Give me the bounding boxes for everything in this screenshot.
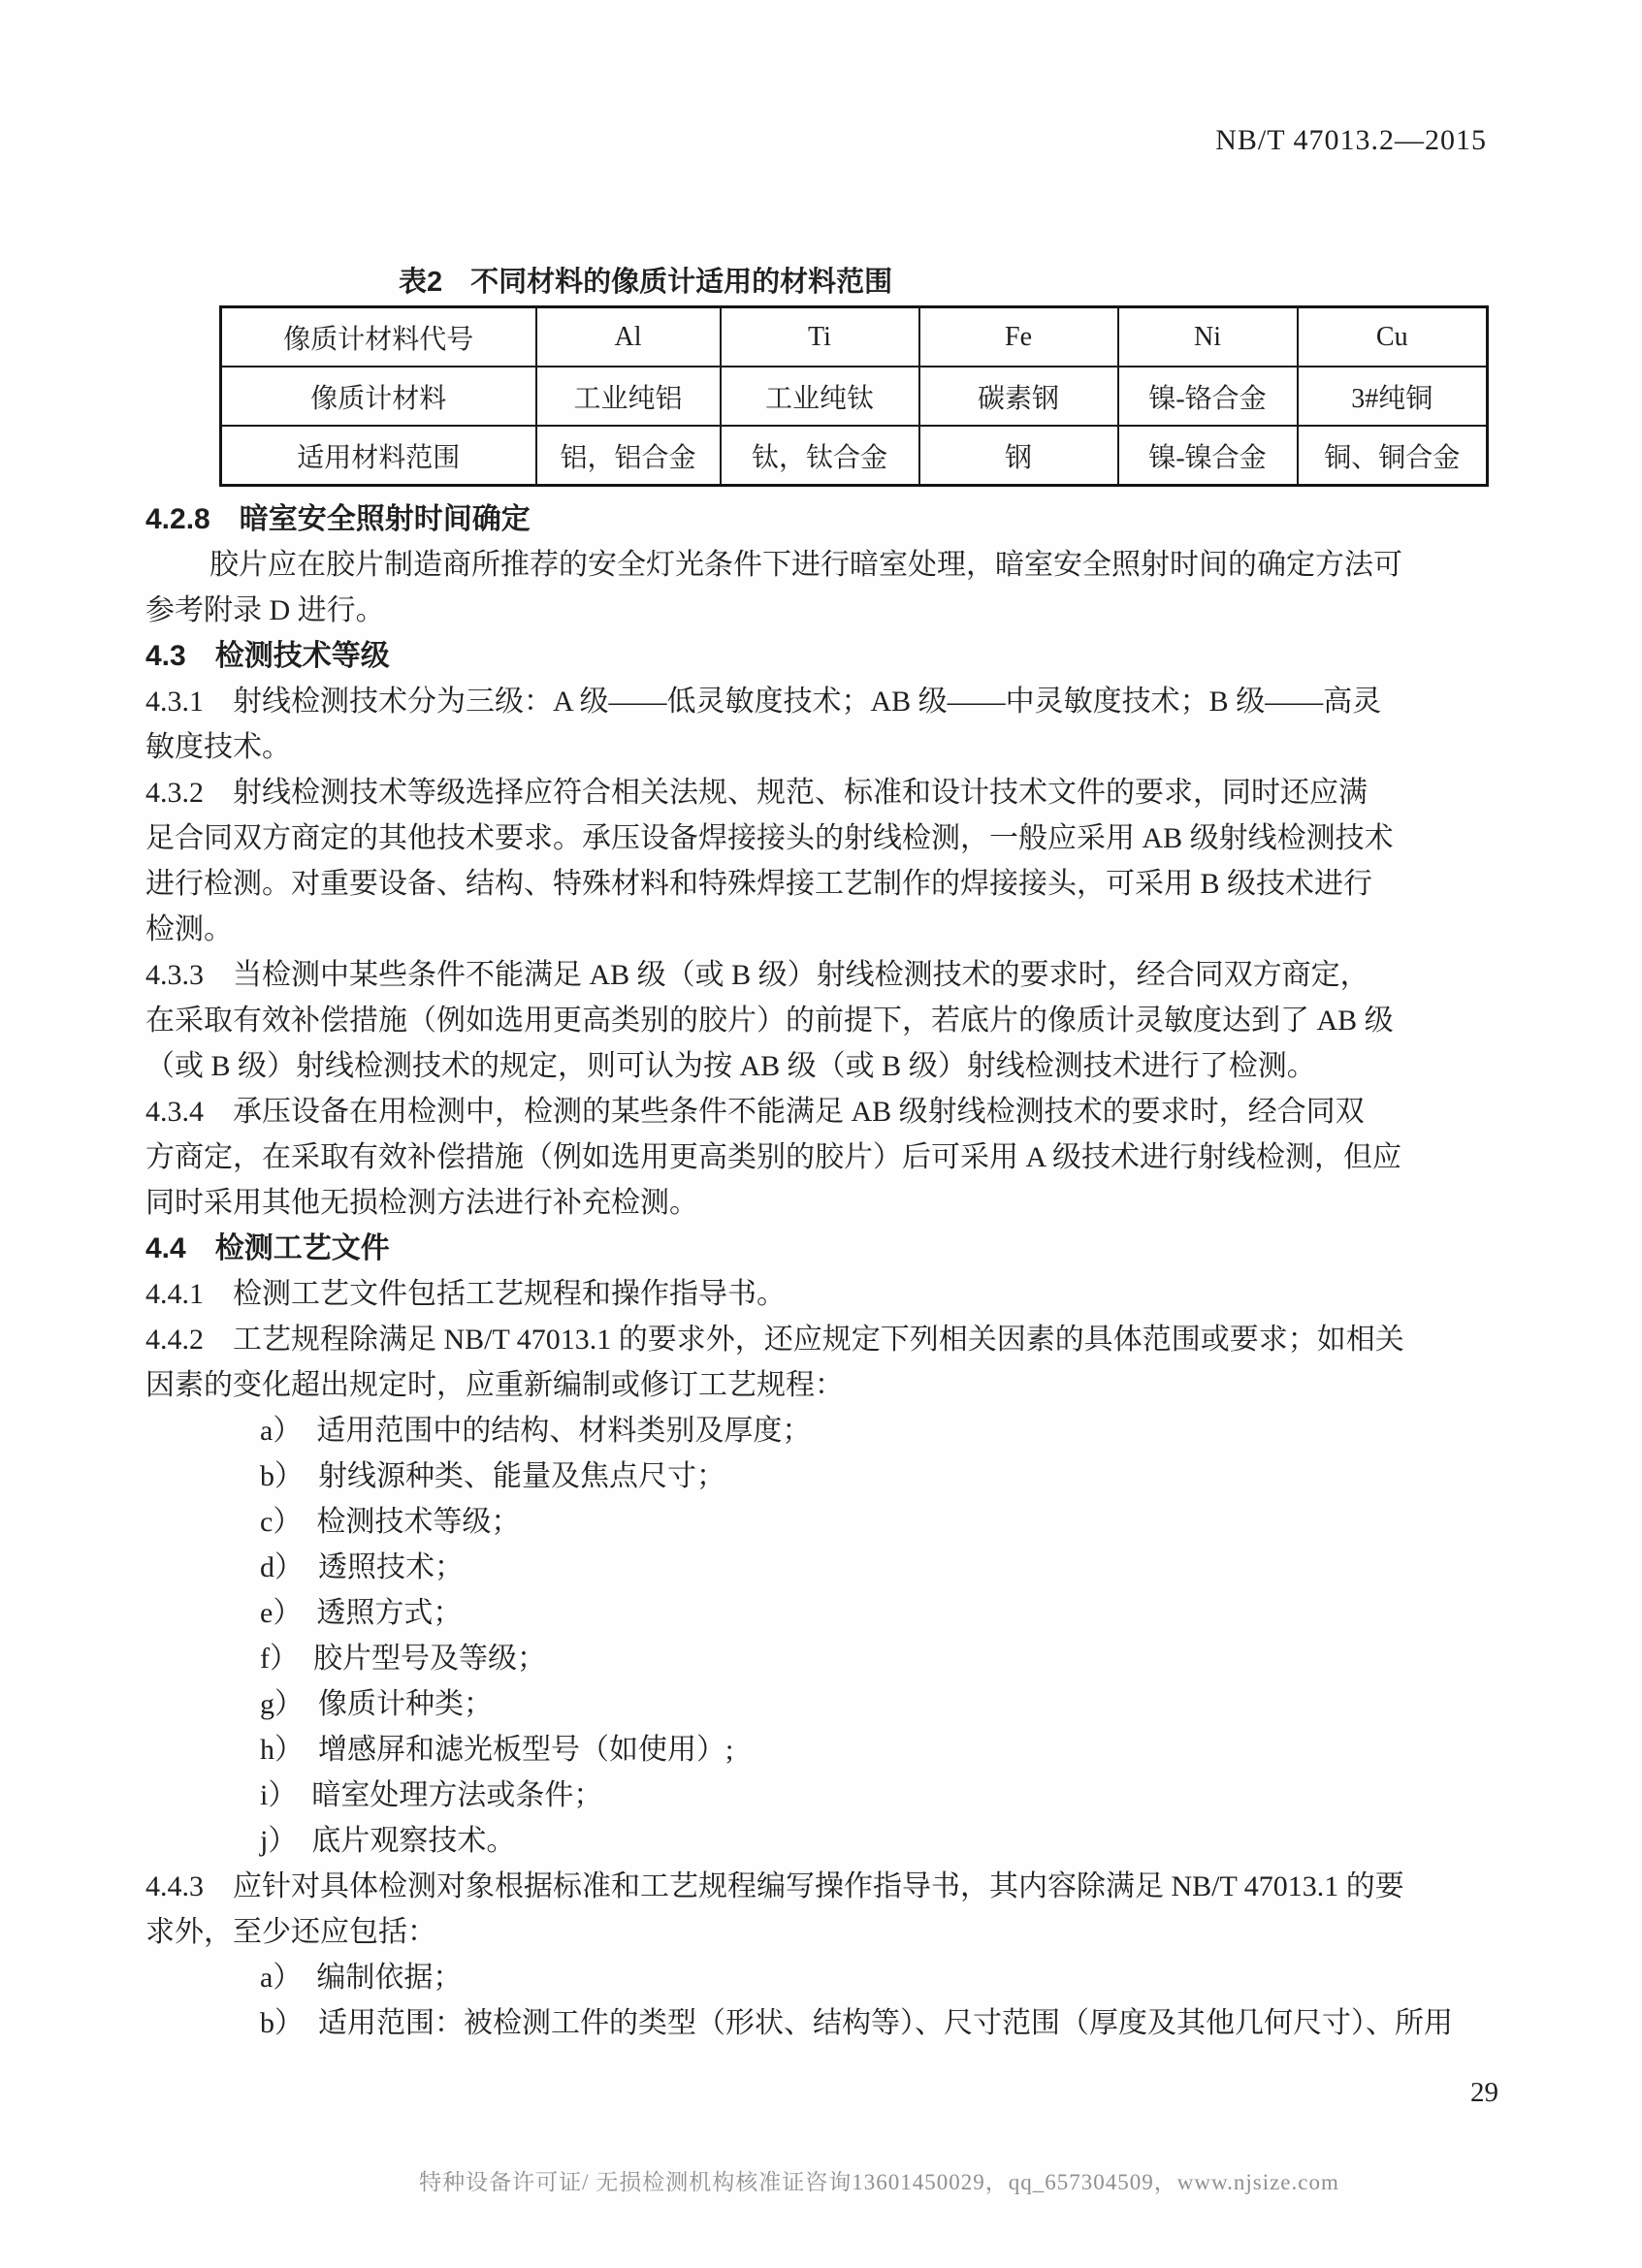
paragraph-line: 敏度技术。: [145, 731, 291, 763]
section-heading-4-3: 4.3 检测技术等级: [145, 640, 390, 672]
table-cell: 工业纯钛: [721, 367, 919, 426]
paragraph-line: （或 B 级）射线检测技术的规定，则可认为按 AB 级（或 B 级）射线检测技术进行了检测。: [145, 1050, 1316, 1082]
paragraph-line: 4.4.3 应针对具体检测对象根据标准和工艺规程编写操作指导书，其内容除满足 NB/T 47013.1 的要: [145, 1870, 1404, 1902]
list-item: b） 射线源种类、能量及焦点尺寸；: [260, 1460, 725, 1492]
table-cell-row-label: 适用材料范围: [221, 426, 536, 486]
table-cell: 镍-铬合金: [1118, 367, 1298, 426]
list-item: i） 暗室处理方法或条件；: [260, 1779, 603, 1811]
table-title: 表2 不同材料的像质计适用的材料范围: [399, 267, 893, 298]
page-number: 29: [1470, 2077, 1498, 2108]
paragraph-line: 4.3.4 承压设备在用检测中，检测的某些条件不能满足 AB 级射线检测技术的要求时，经合同双: [145, 1096, 1365, 1128]
paragraph-line: 4.4.2 工艺规程除满足 NB/T 47013.1 的要求外，还应规定下列相关因素的具体范围或要求；如相关: [145, 1324, 1404, 1356]
table-cell-row-label: 像质计材料: [221, 367, 536, 426]
list-item: h） 增感屏和滤光板型号（如使用）;: [260, 1734, 734, 1766]
table-cell: 3#纯铜: [1298, 367, 1488, 426]
table-cell: 铝，铝合金: [536, 426, 721, 486]
list-item: a） 适用范围中的结构、材料类别及厚度；: [260, 1415, 812, 1447]
footer-watermark: 特种设备许可证/ 无损检测机构核准证咨询13601450029，qq_657304509，www.njsize.com: [419, 2170, 1339, 2194]
table-cell-row-label: 像质计材料代号: [221, 307, 536, 367]
list-item: c） 检测技术等级；: [260, 1506, 521, 1538]
list-item: a） 编制依据；: [260, 1962, 463, 1994]
list-item: b） 适用范围：被检测工件的类型（形状、结构等）、尺寸范围（厚度及其他几何尺寸）、所用: [260, 2007, 1453, 2039]
paragraph-line: 4.3.1 射线检测技术分为三级：A 级——低灵敏度技术；AB 级——中灵敏度技术；B 级——高灵: [145, 686, 1382, 718]
paragraph-line: 在采取有效补偿措施（例如选用更高类别的胶片）的前提下，若底片的像质计灵敏度达到了 AB 级: [145, 1005, 1394, 1037]
paragraph-line: 足合同双方商定的其他技术要求。承压设备焊接接头的射线检测，一般应采用 AB 级射线检测技术: [145, 822, 1394, 854]
list-item: g） 像质计种类；: [260, 1688, 493, 1720]
standard-reference: NB/T 47013.2—2015: [1215, 124, 1487, 156]
table-row: [221, 307, 1488, 367]
paragraph-line: 胶片应在胶片制造商所推荐的安全灯光条件下进行暗室处理，暗室安全照射时间的确定方法可: [209, 549, 1402, 581]
paragraph-line: 方商定，在采取有效补偿措施（例如选用更高类别的胶片）后可采用 A 级技术进行射线检测，但应: [145, 1141, 1402, 1173]
table-cell: 镍-镍合金: [1118, 426, 1298, 486]
section-heading-4-2-8: 4.2.8 暗室安全照射时间确定: [145, 503, 531, 535]
table-cell: Ni: [1118, 307, 1298, 367]
list-item: j） 底片观察技术。: [260, 1825, 516, 1857]
paragraph-line: 同时采用其他无损检测方法进行补充检测。: [145, 1187, 698, 1219]
paragraph-line: 因素的变化超出规定时，应重新编制或修订工艺规程：: [145, 1369, 844, 1401]
document-body: [145, 496, 1496, 2046]
table-cell: Cu: [1298, 307, 1488, 367]
table-cell: Ti: [721, 307, 919, 367]
paragraph-line: 4.3.3 当检测中某些条件不能满足 AB 级（或 B 级）射线检测技术的要求时，经合同双方商定，: [145, 959, 1369, 991]
table-cell: 碳素钢: [919, 367, 1118, 426]
paragraph-line: 参考附录 D 进行。: [145, 594, 385, 626]
paragraph-line: 求外，至少还应包括：: [145, 1916, 436, 1948]
list-item: f） 胶片型号及等级；: [260, 1643, 546, 1675]
table-cell: 钢: [919, 426, 1118, 486]
paragraph-line: 4.3.2 射线检测技术等级选择应符合相关法规、规范、标准和设计技术文件的要求，同时还应满: [145, 777, 1368, 809]
list-item: d） 透照技术；: [260, 1551, 464, 1583]
table-cell: Al: [536, 307, 721, 367]
table-row: [221, 367, 1488, 426]
list-item: e） 透照方式；: [260, 1597, 463, 1629]
section-heading-4-4: 4.4 检测工艺文件: [145, 1232, 390, 1264]
table-cell: 工业纯铝: [536, 367, 721, 426]
table-cell: 铜、铜合金: [1298, 426, 1488, 486]
table-cell: Fe: [919, 307, 1118, 367]
table-row: [221, 426, 1488, 486]
table-cell: 钛，钛合金: [721, 426, 919, 486]
paragraph-line: 进行检测。对重要设备、结构、特殊材料和特殊焊接工艺制作的焊接接头，可采用 B 级技术进行: [145, 868, 1373, 900]
paragraph-line: 4.4.1 检测工艺文件包括工艺规程和操作指导书。: [145, 1278, 786, 1310]
paragraph-line: 检测。: [145, 913, 233, 945]
iqi-material-table: [219, 305, 1489, 487]
